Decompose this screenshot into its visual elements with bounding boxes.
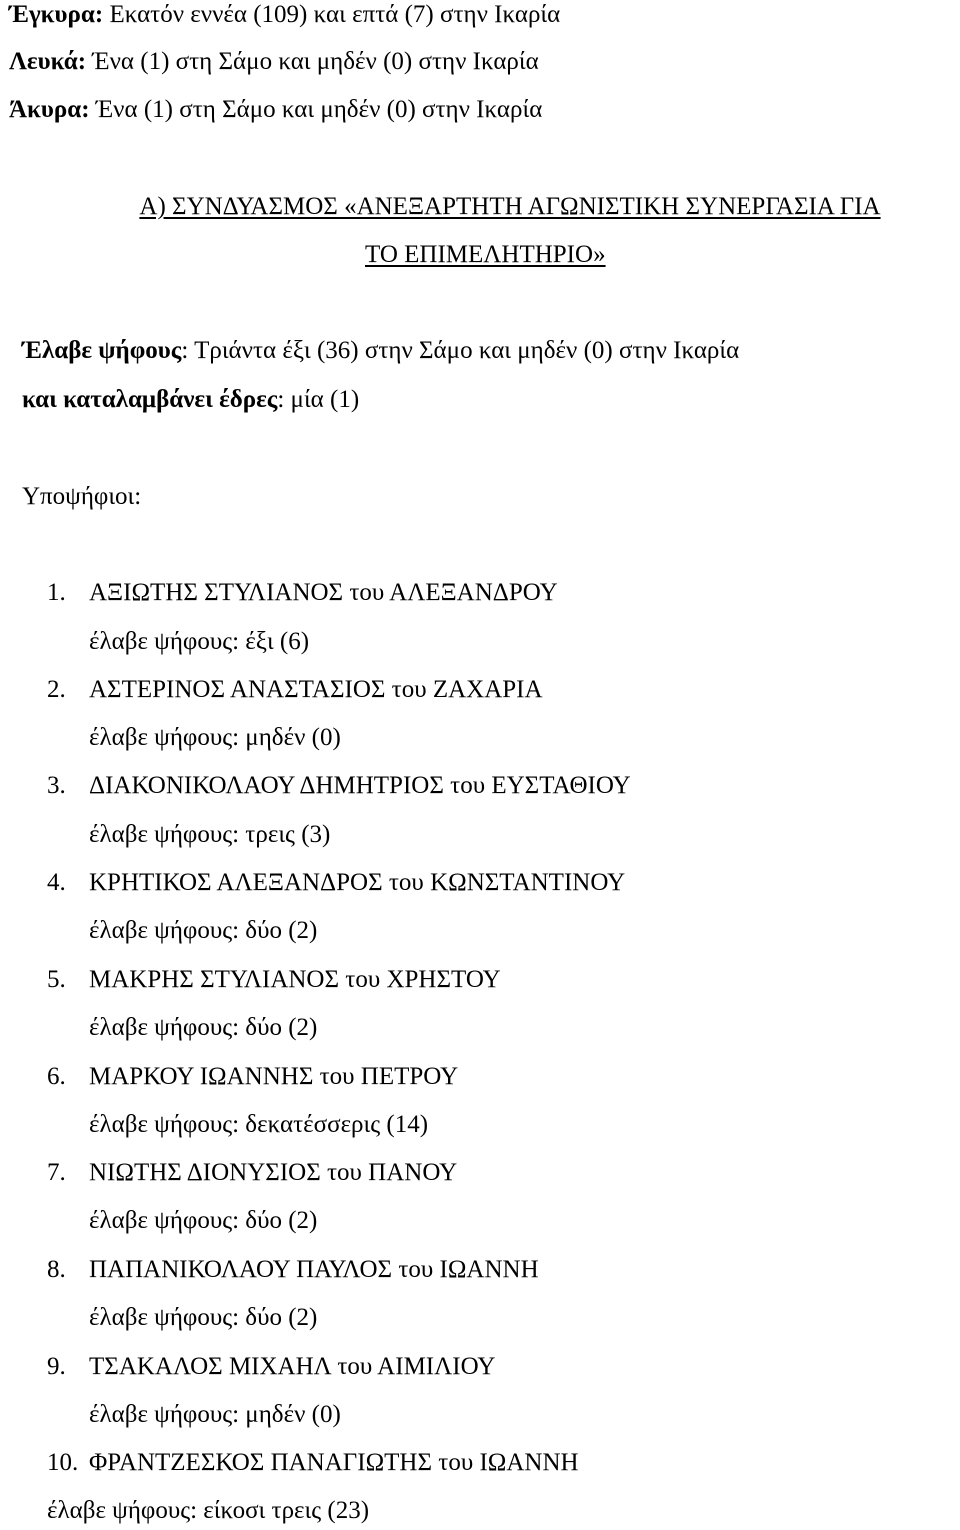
coalition-seats-text: : μία (1): [277, 386, 360, 413]
candidate-number: 9.: [47, 1353, 66, 1380]
candidate-name: ΝΙΩΤΗΣ ΔΙΟΝΥΣΙΟΣ του ΠΑΝΟΥ: [89, 1159, 458, 1186]
blank-votes-label: Λευκά:: [9, 48, 87, 75]
candidate-number: 6.: [47, 1063, 66, 1090]
invalid-votes-line: [9, 95, 542, 125]
candidate-votes: έλαβε ψήφους: τρεις (3): [89, 821, 331, 848]
candidate-number: 7.: [47, 1159, 66, 1186]
coalition-title-line1: Α) ΣΥΝΔΥΑΣΜΟΣ «ΑΝΕΞΑΡΤΗΤΗ ΑΓΩΝΙΣΤΙΚΗ ΣΥΝΕΡΓΑΣΙΑ ΓΙΑ: [139, 193, 881, 220]
candidate-votes: έλαβε ψήφους: δεκατέσσερις (14): [89, 1111, 429, 1138]
candidate-name: ΑΞΙΩΤΗΣ ΣΤΥΛΙΑΝΟΣ του ΑΛΕΞΑΝΔΡΟΥ: [89, 579, 558, 606]
candidate-number: 1.: [47, 579, 66, 606]
candidate-votes: έλαβε ψήφους: δύο (2): [89, 1014, 318, 1041]
candidate-votes: έλαβε ψήφους: δύο (2): [89, 1207, 318, 1234]
candidate-number: 2.: [47, 676, 66, 703]
candidate-votes: έλαβε ψήφους: έξι (6): [89, 628, 310, 655]
candidate-name: ΠΑΠΑΝΙΚΟΛΑΟΥ ΠΑΥΛΟΣ του ΙΩΑΝΝΗ: [89, 1256, 539, 1283]
candidate-number: 4.: [47, 869, 66, 896]
valid-votes-text: Εκατόν εννέα (109) και επτά (7) στην Ικαρία: [103, 1, 561, 28]
candidate-votes: έλαβε ψήφους: δύο (2): [89, 917, 318, 944]
candidate-votes: έλαβε ψήφους: μηδέν (0): [89, 724, 341, 751]
blank-votes-text: Ένα (1) στη Σάμο και μηδέν (0) στην Ικαρία: [86, 48, 539, 75]
candidate-number: 5.: [47, 966, 66, 993]
candidate-number: 3.: [47, 772, 66, 799]
blank-votes-line: [9, 47, 539, 77]
candidate-number: 8.: [47, 1256, 66, 1283]
candidate-votes: έλαβε ψήφους: δύο (2): [89, 1304, 318, 1331]
candidate-votes: έλαβε ψήφους: είκοσι τρεις (23): [47, 1497, 370, 1524]
coalition-seats-label: και καταλαμβάνει έδρες: [22, 386, 278, 413]
invalid-votes-text: Ένα (1) στη Σάμο και μηδέν (0) στην Ικαρία: [89, 96, 543, 123]
coalition-votes-text: : Τριάντα έξι (36) στην Σάμο και μηδέν (0) στην Ικαρία: [181, 337, 740, 364]
candidate-name: ΤΣΑΚΑΛΟΣ ΜΙΧΑΗΛ του ΑΙΜΙΛΙΟΥ: [89, 1353, 496, 1380]
candidate-name: ΦΡΑΝΤΖΕΣΚΟΣ ΠΑΝΑΓΙΩΤΗΣ του ΙΩΑΝΝΗ: [89, 1449, 579, 1476]
candidate-name: ΑΣΤΕΡΙΝΟΣ ΑΝΑΣΤΑΣΙΟΣ του ΖΑΧΑΡΙΑ: [89, 676, 543, 703]
coalition-votes-line: [22, 336, 739, 366]
coalition-title-line2: ΤΟ ΕΠΙΜΕΛΗΤΗΡΙΟ»: [365, 241, 606, 268]
candidate-name: ΔΙΑΚΟΝΙΚΟΛΑΟΥ ΔΗΜΗΤΡΙΟΣ του ΕΥΣΤΑΘΙΟΥ: [89, 772, 631, 799]
candidates-heading: Υποψήφιοι:: [22, 483, 142, 510]
candidate-name: ΜΑΡΚΟΥ ΙΩΑΝΝΗΣ του ΠΕΤΡΟΥ: [89, 1063, 459, 1090]
valid-votes-label: Έγκυρα:: [9, 1, 104, 28]
coalition-seats-line: [22, 385, 359, 415]
valid-votes-line: [9, 0, 560, 30]
invalid-votes-label: Άκυρα:: [9, 96, 90, 123]
candidate-number: 10.: [47, 1449, 79, 1476]
coalition-votes-label: Έλαβε ψήφους: [22, 337, 182, 364]
candidate-votes: έλαβε ψήφους: μηδέν (0): [89, 1401, 341, 1428]
candidate-name: ΚΡΗΤΙΚΟΣ ΑΛΕΞΑΝΔΡΟΣ του ΚΩΝΣΤΑΝΤΙΝΟΥ: [89, 869, 626, 896]
candidate-name: ΜΑΚΡΗΣ ΣΤΥΛΙΑΝΟΣ του ΧΡΗΣΤΟΥ: [89, 966, 501, 993]
